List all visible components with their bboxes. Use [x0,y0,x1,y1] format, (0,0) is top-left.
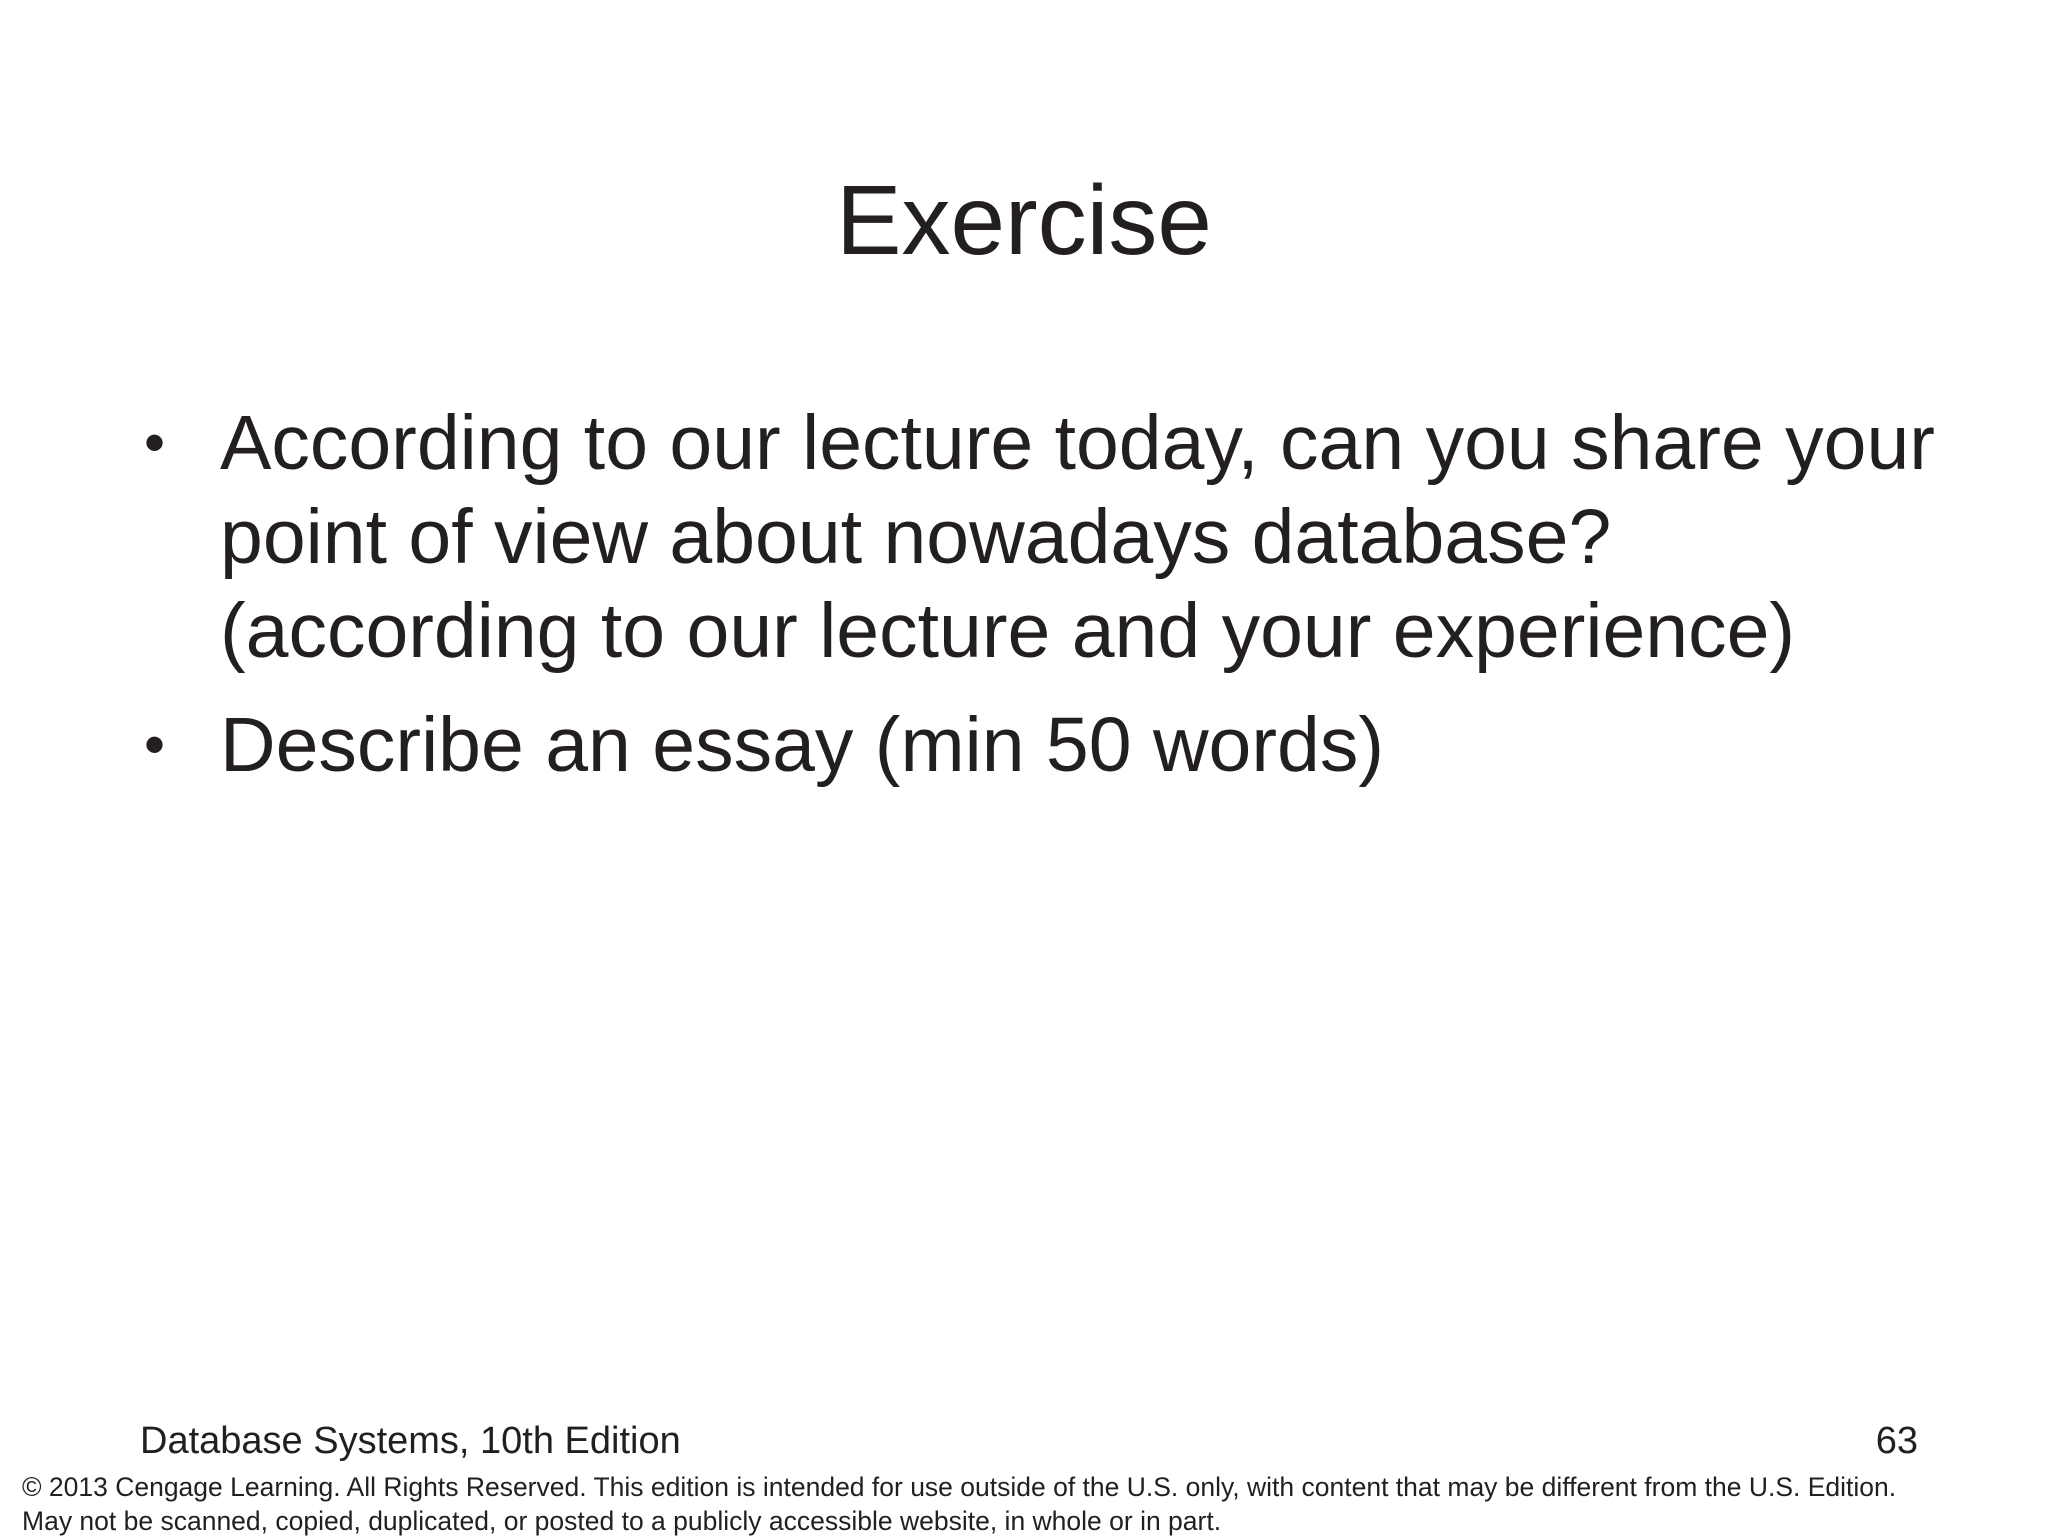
bullet-item [140,396,1940,678]
copyright-line: May not be scanned, copied, duplicated, or posted to a publicly accessible website, in whole or in part. [22,1506,1222,1536]
copyright-line: © 2013 Cengage Learning. All Rights Reserved. This edition is intended for use outside of the U.S. only, with content that may be different from the U.S. Edition. [22,1472,1897,1502]
bullet-text: Describe an essay (min 50 words) [220,702,1384,788]
page-number: 63 [1875,1420,1918,1462]
bullet-text: According to our lecture today, can you share your point of view about nowadays database? (according to our lecture and your experience) [220,400,1935,674]
bullet-icon: • [144,409,166,476]
copyright-notice [22,1470,2042,1536]
bullet-list [140,396,1940,812]
footer-source: Database Systems, 10th Edition [140,1420,681,1462]
slide-title: Exercise [836,165,1212,275]
bullet-item [140,698,1940,792]
bullet-icon: • [144,711,166,778]
